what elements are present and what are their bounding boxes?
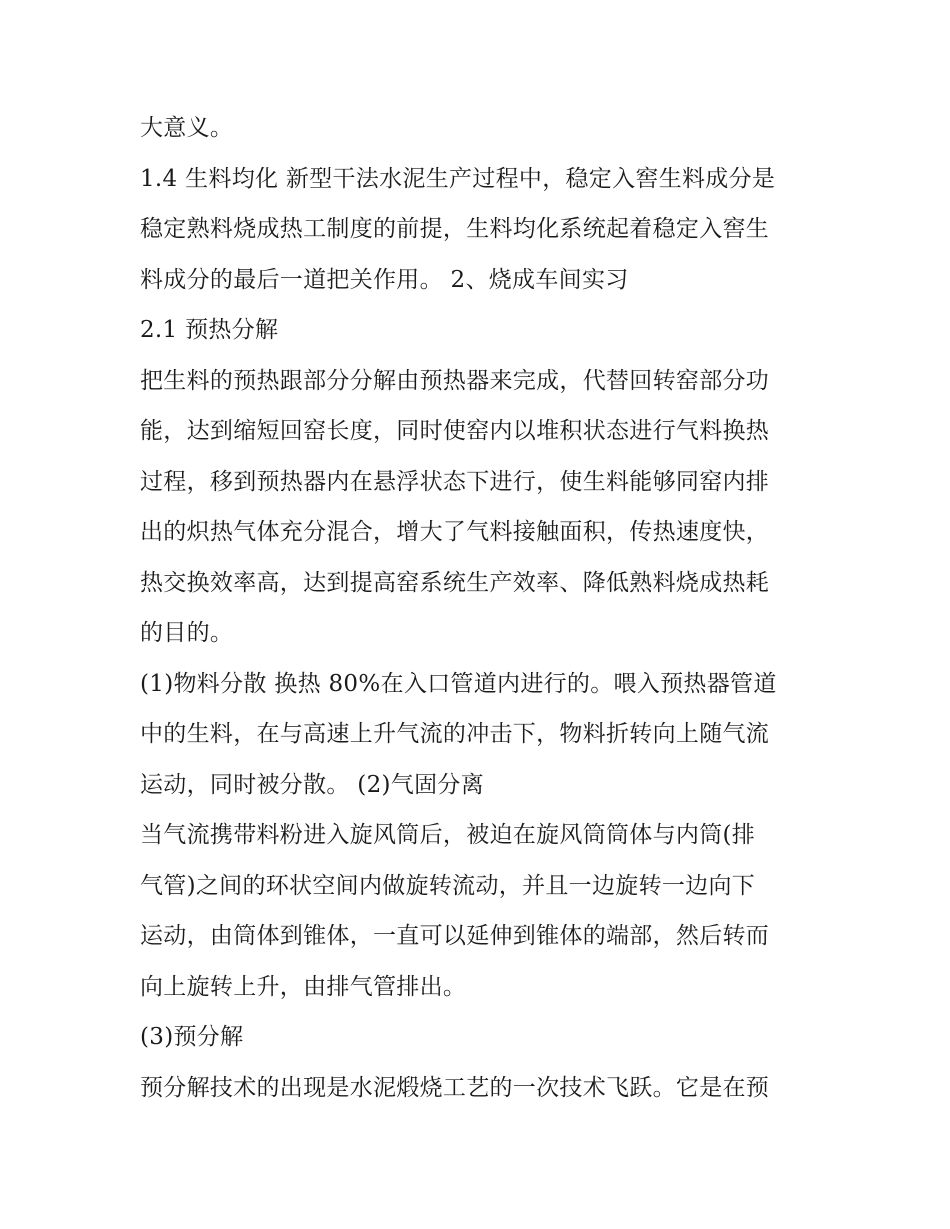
subsection-1-material-dispersion: (1)物料分散 换热 80%在入口管道内进行的。喂入预热器管道 bbox=[140, 670, 777, 697]
text-line-17: 运动，由筒体到锥体，一直可以延伸到锥体的端部，然后转而 bbox=[140, 923, 770, 949]
text-line-11: 的目的。 bbox=[140, 620, 234, 646]
text-line-20: 预分解技术的出现是水泥煅烧工艺的一次技术飞跃。它是在预 bbox=[140, 1074, 770, 1101]
text-line-15: 当气流携带料粉进入旋风筒后，被迫在旋风筒筒体与内筒(排 bbox=[140, 822, 756, 848]
text-line-7: 能，达到缩短回窑长度，同时使窑内以堆积状态进行气料换热 bbox=[140, 418, 770, 444]
text-line-13: 中的生料，在与高速上升气流的冲击下，物料折转向上随气流 bbox=[140, 721, 770, 747]
text-line-9: 出的炽热气体充分混合，增大了气料接触面积，传热速度快， bbox=[140, 519, 770, 545]
text-line-10: 热交换效率高，达到提高窑系统生产效率、降低熟料烧成热耗 bbox=[140, 569, 770, 596]
text-line-14: 运动，同时被分散。 (2)气固分离 bbox=[140, 771, 484, 798]
text-line-3: 稳定熟料烧成热工制度的前提，生料均化系统起着稳定入窖生 bbox=[140, 216, 770, 242]
subsection-3-predecomposition: (3)预分解 bbox=[140, 1024, 244, 1050]
text-line-4: 料成分的最后一道把关作用。 2、烧成车间实习 bbox=[140, 266, 629, 293]
text-line-1: 大意义。 bbox=[140, 115, 234, 141]
text-line-18: 向上旋转上升，由排气管排出。 bbox=[140, 973, 467, 1000]
text-line-16: 气管)之间的环状空间内做旋转流动，并且一边旋转一边向下 bbox=[140, 872, 756, 899]
text-line-8: 过程，移到预热器内在悬浮状态下进行，使生料能够同窑内排 bbox=[140, 468, 770, 495]
section-heading-1-4: 1.4 生料均化 新型干法水泥生产过程中，稳定入窖生料成分是 bbox=[140, 165, 776, 192]
text-line-6: 把生料的预热跟部分分解由预热器来完成，代替回转窑部分功 bbox=[140, 367, 770, 394]
body-text bbox=[140, 103, 820, 1113]
section-heading-2-1: 2.1 预热分解 bbox=[140, 317, 279, 343]
